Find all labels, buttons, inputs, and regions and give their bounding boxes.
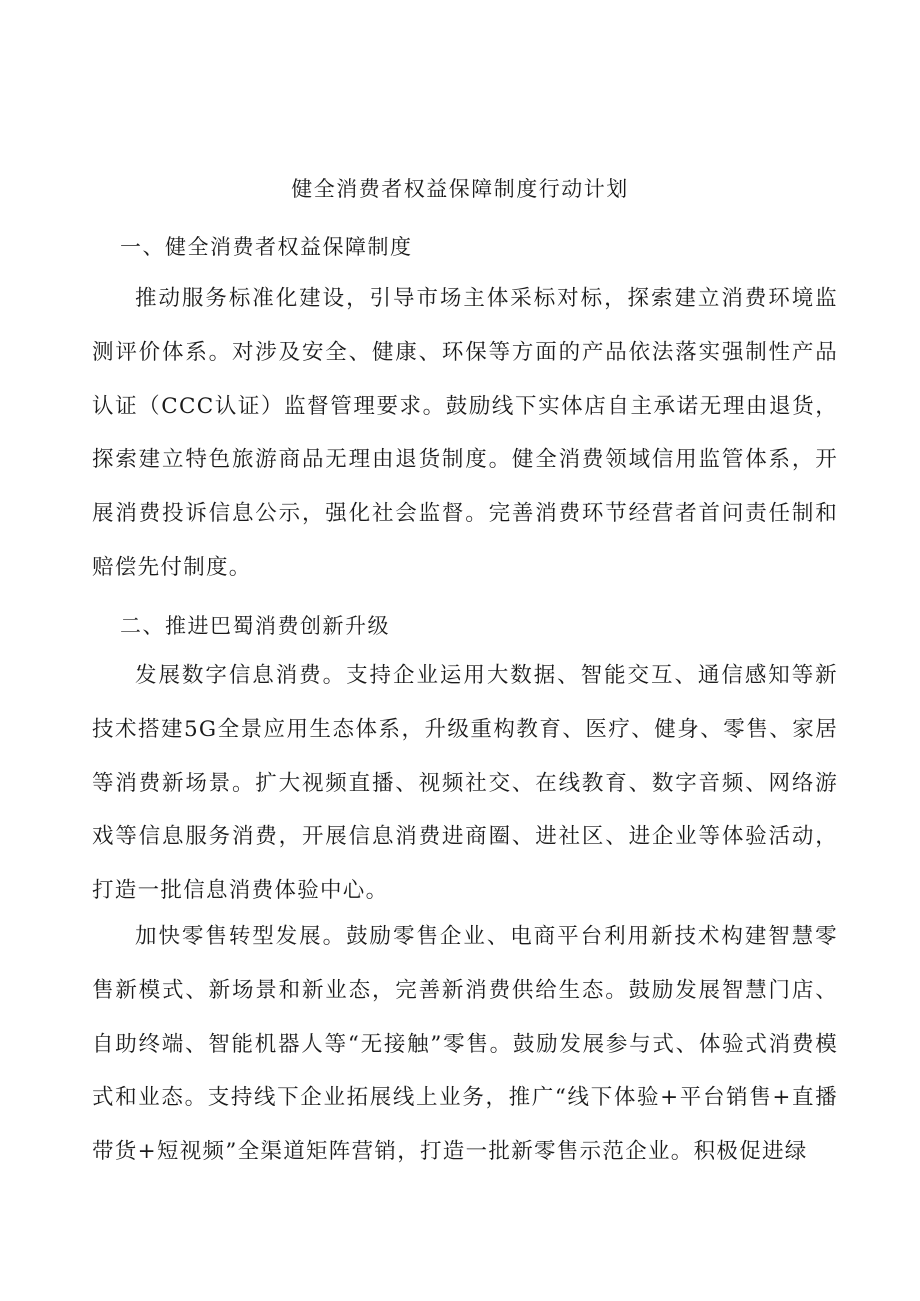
paragraph: 发展数字信息消费。支持企业运用大数据、智能交互、通信感知等新技术搭建5G全景应用生态体系，升级重构教育、医疗、健身、零售、家居等消费新场景。扩大视频直播、视频社交、在线教育、数字音频、网络游戏等信息服务消费，开展信息消费进商圈、进社区、进企业等体验活动，打造一批信息消费体验中心。 — [92, 663, 838, 904]
document-title: 健全消费者权益保障制度行动计划 — [291, 177, 629, 201]
section-heading-2: 二、推进巴蜀消费创新升级 — [120, 614, 390, 638]
section-heading-1: 一、健全消费者权益保障制度 — [120, 235, 413, 259]
paragraph: 加快零售转型发展。鼓励零售企业、电商平台利用新技术构建智慧零售新模式、新场景和新业态，完善新消费供给生态。鼓励发展智慧门店、自助终端、智能机器人等“无接触”零售。鼓励发展参与式、体验式消费模式和业态。支持线下企业拓展线上业务，推广“线下体验+平台销售+直播带货+短视频”全渠道矩阵营销，打造一批新零售示范企业。积极促进绿 — [92, 924, 838, 1165]
paragraph: 推动服务标准化建设，引导市场主体采标对标，探索建立消费环境监测评价体系。对涉及安全、健康、环保等方面的产品依法落实强制性产品认证（CCC认证）监督管理要求。鼓励线下实体店自主承诺无理由退货，探索建立特色旅游商品无理由退货制度。健全消费领域信用监管体系，开展消费投诉信息公示，强化社会监督。完善消费环节经营者首问责任制和赔偿先付制度。 — [92, 286, 838, 580]
